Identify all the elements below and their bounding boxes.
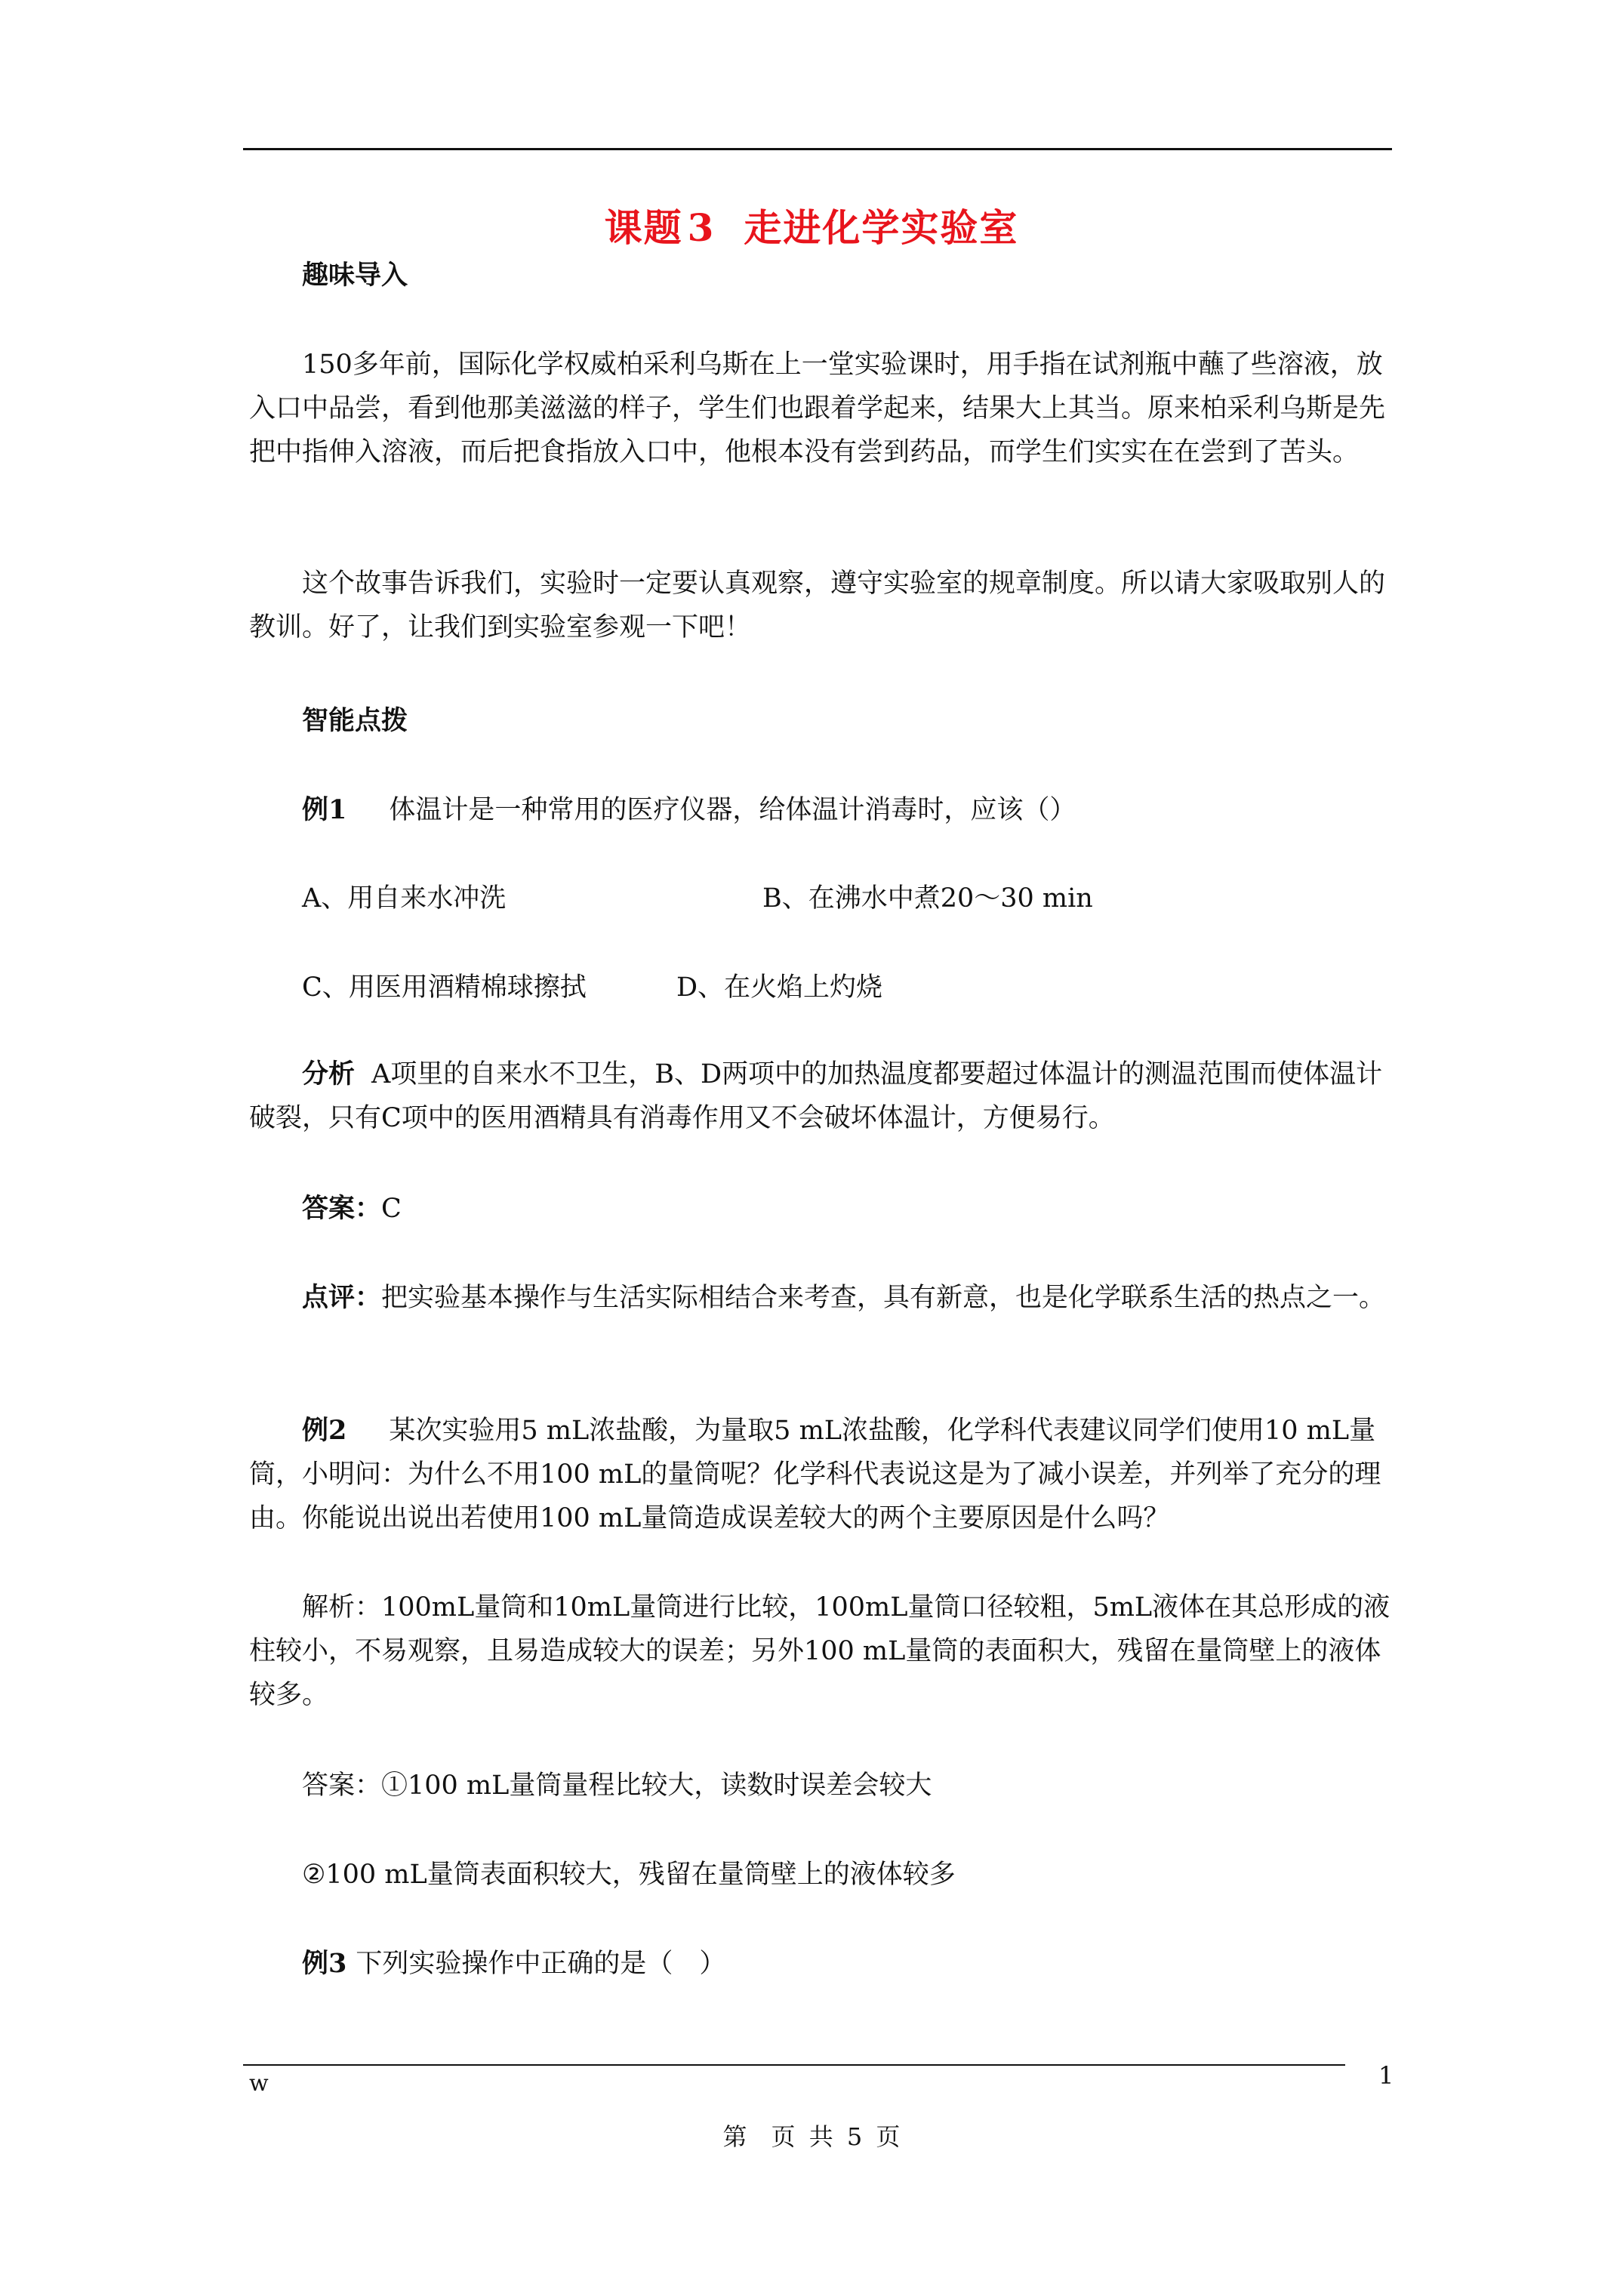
- example-2-analysis: [249, 1586, 1397, 1717]
- intro-paragraph-2-text: 这个故事告诉我们，实验时一定要认真观察，遵守实验室的规章制度。所以请大家吸取别人的教训。好了，让我们到实验室参观一下吧！: [249, 569, 1386, 643]
- example-1-answer-label: 答案：: [302, 1193, 382, 1224]
- example-2-label: 例2: [302, 1415, 347, 1446]
- example-2-question-text: 某次实验用5 mL浓盐酸，为量取5 mL浓盐酸，化学科代表建议同学们使用10 mL量筒，小明问：为什么不用100 mL的量筒呢？化学科代表说这是为了减小误差，并列举了充分的理由。你能说出说出若使用100 mL量筒造成误差较大的两个主要原因是什么吗？: [249, 1416, 1381, 1533]
- page-title: [0, 198, 1623, 252]
- header-rule: [243, 148, 1392, 150]
- title-number: 3: [687, 205, 716, 250]
- example-1-analysis-label: 分析: [302, 1059, 356, 1089]
- example-3-question-text: 下列实验操作中正确的是（ ）: [356, 1949, 726, 1979]
- example-2-question: [249, 1409, 1397, 1540]
- example-1-comment: [249, 1276, 1397, 1320]
- example-2-answer-1: 答案：①100 mL量筒量程比较大，读数时误差会较大: [302, 1771, 932, 1801]
- intro-heading: 趣味导入: [302, 260, 408, 291]
- example-1-option-d: D、在火焰上灼烧: [676, 972, 883, 1003]
- intro-paragraph-1-text: 150多年前，国际化学权威柏采利乌斯在上一堂实验课时，用手指在试剂瓶中蘸了些溶液，放入口中品尝，看到他那美滋滋的样子，学生们也跟着学起来，结果大上其当。原来柏采利乌斯是先把中指伸入溶液，而后把食指放入口中，他根本没有尝到药品，而学生们实实在在尝到了苦头。: [249, 350, 1386, 467]
- footer-left-mark: w: [249, 2070, 269, 2097]
- example-1-comment-label: 点评：: [302, 1282, 382, 1313]
- page-number: 1: [1378, 2061, 1394, 2090]
- example-2-analysis-text: 解析：100mL量筒和10mL量筒进行比较，100mL量筒口径较粗，5mL液体在其总形成的液柱较小，不易观察，且易造成较大的误差；另外100 mL量筒的表面积大，残留在量筒壁上的液体较多。: [249, 1592, 1390, 1710]
- page-count: 第 页 共 5 页: [722, 2122, 901, 2151]
- example-3-label: 例3: [302, 1948, 347, 1979]
- footer-rule: [243, 2064, 1345, 2066]
- intro-paragraph-2: [249, 562, 1397, 649]
- example-1-option-b: B、在沸水中煮20～30 min: [762, 883, 1093, 914]
- example-1-comment-text: 把实验基本操作与生活实际相结合来考查，具有新意，也是化学联系生活的热点之一。: [381, 1283, 1386, 1313]
- example-1-analysis-text: A项里的自来水不卫生，B、D两项中的加热温度都要超过体温计的测温范围而使体温计破裂，只有C项中的医用酒精具有消毒作用又不会破坏体温计，方便易行。: [249, 1059, 1383, 1133]
- example-1-question-text: 体温计是一种常用的医疗仪器，给体温计消毒时，应该（）: [389, 795, 1076, 825]
- tips-heading: 智能点拨: [302, 705, 408, 736]
- intro-paragraph-1: [249, 343, 1397, 474]
- title-text: 走进化学实验室: [744, 205, 1019, 250]
- example-1-question: [302, 788, 1449, 832]
- example-1-option-a: A、用自来水冲洗: [302, 883, 507, 914]
- example-2-answer-2: ②100 mL量筒表面积较大，残留在量筒壁上的液体较多: [302, 1860, 956, 1890]
- title-label: 课题: [604, 205, 683, 250]
- example-1-answer: [302, 1187, 1449, 1231]
- example-3-question: [302, 1942, 1449, 1986]
- example-1-option-c: C、用医用酒精棉球擦拭: [302, 972, 587, 1003]
- example-1-analysis: [249, 1052, 1397, 1140]
- example-1-label: 例1: [302, 794, 347, 825]
- example-1-answer-text: C: [381, 1194, 402, 1224]
